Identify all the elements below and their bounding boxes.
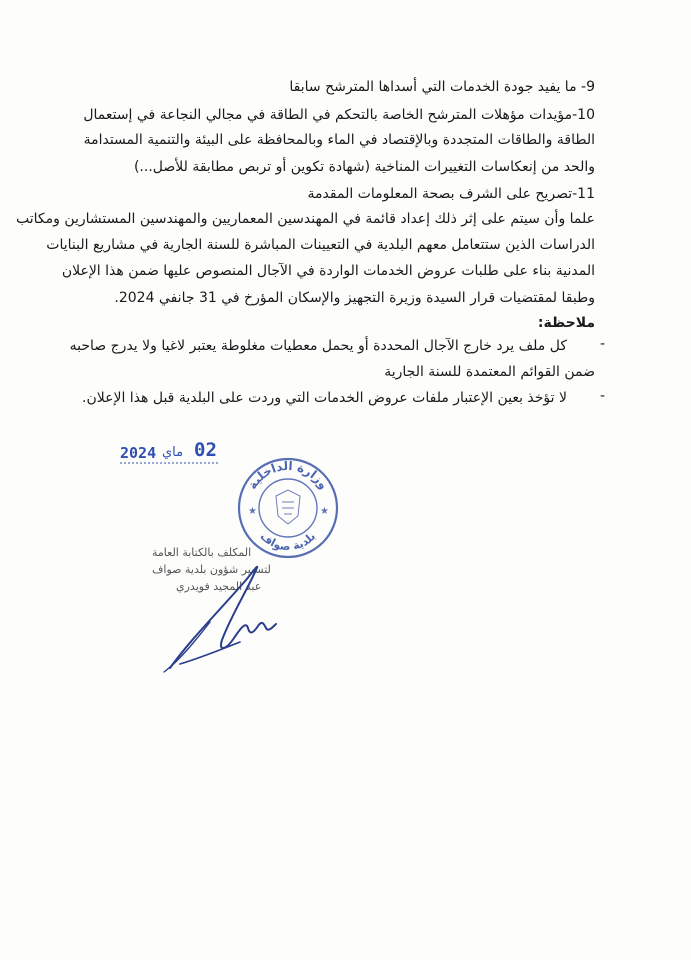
paragraph-line-1: علما وأن سيتم على إثر ذلك إعداد قائمة في المهندسين المعماريين والمهندسين المستشارين ومكاتب bbox=[16, 211, 595, 227]
date-stamp-month: ماي bbox=[162, 445, 184, 460]
date-stamp-year: 2024 bbox=[120, 444, 157, 462]
item-10-line-2: الطاقة والطاقات المتجددة وبالإقتصاد في الماء وبالمحافظة على البيئة والتنمية المستدامة bbox=[83, 132, 595, 148]
svg-text:★: ★ bbox=[248, 506, 257, 517]
seal-bottom-text: بلدية صواف bbox=[257, 529, 319, 554]
signer-office: لتسيير شؤون بلدية صواف bbox=[152, 563, 271, 576]
note-2: لا تؤخذ بعين الإعتبار ملفات عروض الخدمات التي وردت على البلدية قبل هذا الإعلان. bbox=[82, 390, 567, 406]
item-11: 11-تصريح على الشرف بصحة المعلومات المقدمة bbox=[307, 186, 595, 202]
note-1-line-1: كل ملف يرد خارج الآجال المحددة أو يحمل معطيات مغلوطة يعتبر لاغيا ولا يدرج صاحبه bbox=[69, 338, 567, 354]
note-1-bullet: - bbox=[599, 336, 605, 352]
handwritten-signature bbox=[150, 540, 310, 680]
item-9: 9- ما يفيد جودة الخدمات التي أسداها المترشح سابقا bbox=[289, 79, 595, 95]
svg-text:وزارة الداخلية bbox=[245, 459, 331, 492]
date-stamp-day: 02 bbox=[194, 439, 217, 461]
signer-name: عبد المجيد فويدري bbox=[176, 580, 262, 593]
item-10-line-3: والحد من إنعكاسات التغييرات المناخية (شهادة تكوين أو تربص مطابقة للأصل...) bbox=[133, 159, 595, 175]
note-1-line-2: ضمن القوائم المعتمدة للسنة الجارية bbox=[384, 364, 595, 380]
paragraph-line-2: الدراسات الذين ستتعامل معهم البلدية في التعيينات المباشرة للسنة الجارية في مشاريع البنايات bbox=[46, 237, 595, 253]
paragraph-line-3: المدنية بناء على طلبات عروض الخدمات الواردة في الآجال المنصوص عليها ضمن هذا الإعلان bbox=[61, 263, 595, 279]
item-10-line-1: 10-مؤيدات مؤهلات المترشح الخاصة بالتحكم في الطاقة في مجالي النجاعة في إستعمال bbox=[83, 107, 595, 123]
note-2-bullet: - bbox=[599, 388, 605, 404]
svg-text:★: ★ bbox=[320, 506, 329, 517]
seal-top-text: وزارة الداخلية bbox=[245, 458, 331, 492]
date-stamp bbox=[118, 432, 228, 470]
paragraph-line-4: وطبقا لمقتضيات قرار السيدة وزيرة التجهيز والإسكان المؤرخ في 31 جانفي 2024. bbox=[114, 290, 595, 306]
notes-heading: ملاحظة: bbox=[537, 315, 595, 331]
signer-title: المكلف بالكتابة العامة bbox=[152, 546, 252, 559]
